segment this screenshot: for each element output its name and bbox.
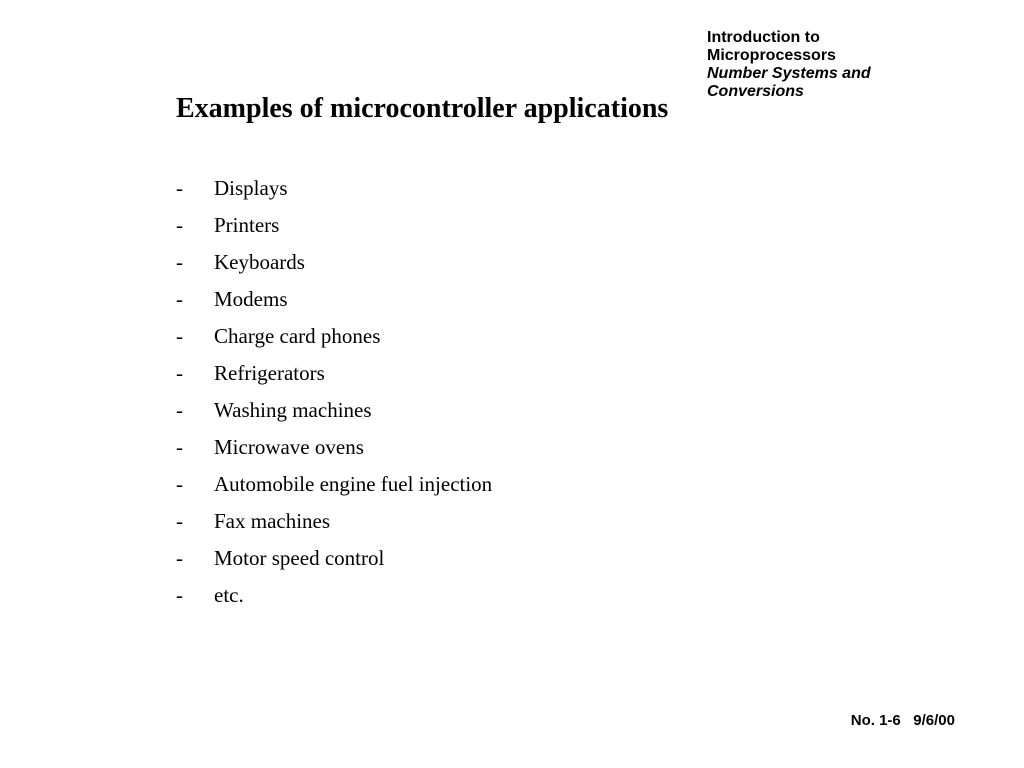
list-item	[176, 171, 492, 208]
bullet-dash: -	[176, 546, 183, 570]
course-title-line-1: Introduction to	[707, 29, 820, 46]
slide-title: Examples of microcontroller applications	[176, 93, 669, 124]
list-item	[176, 393, 492, 430]
list-item-text: Refrigerators	[214, 361, 325, 385]
list-item	[176, 541, 492, 578]
list-item-text: Fax machines	[214, 509, 331, 533]
list-item	[176, 282, 492, 319]
list-item-text: Charge card phones	[214, 324, 381, 348]
bullet-dash: -	[176, 472, 183, 496]
list-item	[176, 467, 492, 504]
bullet-dash: -	[176, 509, 183, 533]
topic-title-line-2: Conversions	[707, 83, 804, 100]
list-item-text: Automobile engine fuel injection	[214, 472, 493, 496]
list-item	[176, 504, 492, 541]
list-item-text: etc.	[214, 583, 244, 607]
bullet-dash: -	[176, 435, 183, 459]
list-item-text: Motor speed control	[214, 546, 385, 570]
course-title-line-2: Microprocessors	[707, 47, 836, 64]
bullet-dash: -	[176, 583, 183, 607]
list-item-text: Microwave ovens	[214, 435, 364, 459]
bullet-dash: -	[176, 324, 183, 348]
list-item-text: Displays	[214, 176, 288, 200]
bullet-dash: -	[176, 287, 183, 311]
list-item	[176, 356, 492, 393]
bullet-dash: -	[176, 398, 183, 422]
applications-list	[176, 171, 492, 615]
list-item	[176, 208, 492, 245]
list-item-text: Washing machines	[214, 398, 372, 422]
topic-title-line-1: Number Systems and	[707, 65, 871, 82]
bullet-dash: -	[176, 176, 183, 200]
bullet-dash: -	[176, 361, 183, 385]
list-item	[176, 319, 492, 356]
bullet-dash: -	[176, 250, 183, 274]
bullet-dash: -	[176, 213, 183, 237]
list-item	[176, 578, 492, 615]
list-item-text: Keyboards	[214, 250, 305, 274]
list-item-text: Printers	[214, 213, 280, 237]
slide-number: No. 1-6	[850, 712, 901, 729]
slide-date: 9/6/00	[913, 712, 955, 729]
list-item	[176, 430, 492, 467]
course-header	[707, 29, 1007, 101]
slide-footer	[851, 711, 955, 731]
list-item-text: Modems	[214, 287, 288, 311]
list-item	[176, 245, 492, 282]
